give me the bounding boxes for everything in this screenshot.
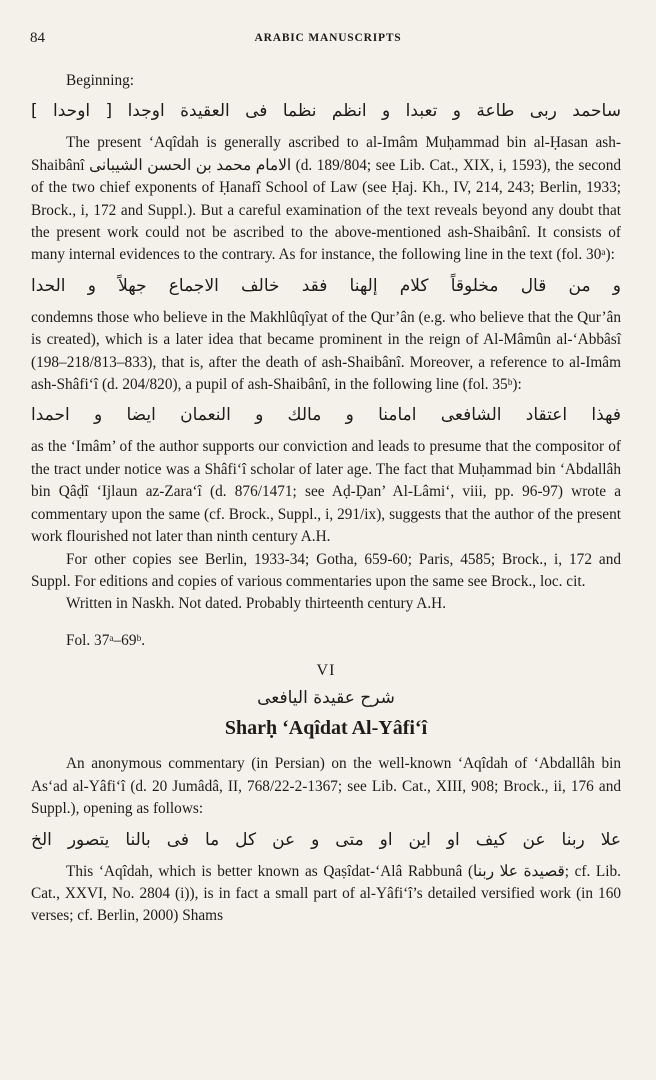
arabic-verse-opening: ساحمد ربى طاعة و تعبدا و انظم نظما فى العقيدة اوجدا [ اوحدا ] <box>31 101 621 122</box>
arabic-verse-shafii: فهذا اعتقاد الشافعى امامنا و مالك و النعمان ايضا و احمدا <box>31 405 621 426</box>
section-number: VI <box>316 662 336 680</box>
arabic-section-title: شرح عقيدة اليافعى <box>257 687 395 708</box>
page-body <box>31 70 621 928</box>
paragraph-makhluqiyat: condemns those who believe in the Makhlûqîyat of the Qur’ân (e.g. who believe that the Qur’ân is created), which is a later idea that became prominent in the reign of Al-Mâmûn al-‘Abbâsî (198–218/813–833), that is, after the death of ash-Shaibânî. Moreover, a reference to al-Imâm ash-Shâfi‘î (d. 204/820), a pupil of ash-Shaibânî, in the following line (fol. 35ᵇ): <box>31 308 621 394</box>
paragraph-commentary: An anonymous commentary (in Persian) on the well-known ‘Aqîdah of ‘Abdallâh bin As‘ad al-Yâfi‘î (d. 20 Jumâdâ, II, 768/22-2-1367; see Lib. Cat., XIII, 908; Brock., ii, 176 and Suppl.), opening as follows: <box>31 755 621 818</box>
paragraph-other-copies: For other copies see Berlin, 1933-34; Gotha, 659-60; Paris, 4585; Brock., i, 172 and Suppl. For editions and copies of various commentaries upon the same see Brock., loc. cit. <box>31 550 621 590</box>
folio-reference: Fol. 37ᵃ–69ᵇ. <box>66 631 146 649</box>
arabic-verse-opening-yafii: علا ربنا عن كيف او اين او متى و عن كل ما فى بالنا يتصور الخ <box>31 829 621 850</box>
running-title: ARABIC MANUSCRIPTS <box>254 32 402 44</box>
paragraph-written: Written in Naskh. Not dated. Probably thirteenth century A.H. <box>66 595 447 613</box>
page-header <box>30 30 626 50</box>
arabic-verse-makhluq: و من قال مخلوقاً كلام إلهنا فقد خالف الاجماع جهلاً و الحدا <box>31 275 621 296</box>
page-number: 84 <box>30 30 45 46</box>
beginning-label: Beginning: <box>66 72 134 89</box>
section-title: Sharḥ ‘Aqîdat Al-Yâfi‘î <box>224 716 428 739</box>
paragraph-attribution: The present ‘Aqîdah is generally ascribed to al-Imâm Muḥammad bin al-Ḥasan ash-Shaibânî الامام محمد بن الحسن الشيبانى (d. 189/804; see Lib. Cat., XIX, i, 1593), the second of the two chief exponents of Ḥanafî School of Law (see Ḥaj. Kh., IV, 214, 243; Berlin, 1933; Brock., i, 172 and Suppl.). But a careful examination of the text reveals beyond any doubt that the present work could not be ascribed to the above-mentioned ash-Shaibânî. It consists of many internal evidences to the contrary. As for instance, the following line in the text (fol. 30ᵃ): <box>31 134 621 264</box>
paragraph-qasidat: This ‘Aqîdah, which is better known as Qaṣîdat-‘Alâ Rabbunâ (قصيدة علا ربنا; cf. Lib. Cat., XXVI, No. 2804 (i)), is in fact a small part of al-Yâfi‘î’s detailed versified work (in 160 verses; cf. Berlin, 2000) Shams <box>31 862 621 925</box>
paragraph-conviction: as the ‘Imâm’ of the author supports our conviction and leads to presume that the compositor of the tract under notice was a Shâfi‘î scholar of later age. The fact that Muḥammad bin ‘Abdallâh bin Qâḍî ‘Ijlaun az-Zara‘î (d. 876/1471; see Aḍ-Ḍan’ Al-Lâmi‘, viii, pp. 96-97) wrote a commentary upon the same (cf. Brock., Suppl., i, 291/ix), suggests that the author of the present work flourished not later than ninth century A.H. <box>31 438 621 546</box>
